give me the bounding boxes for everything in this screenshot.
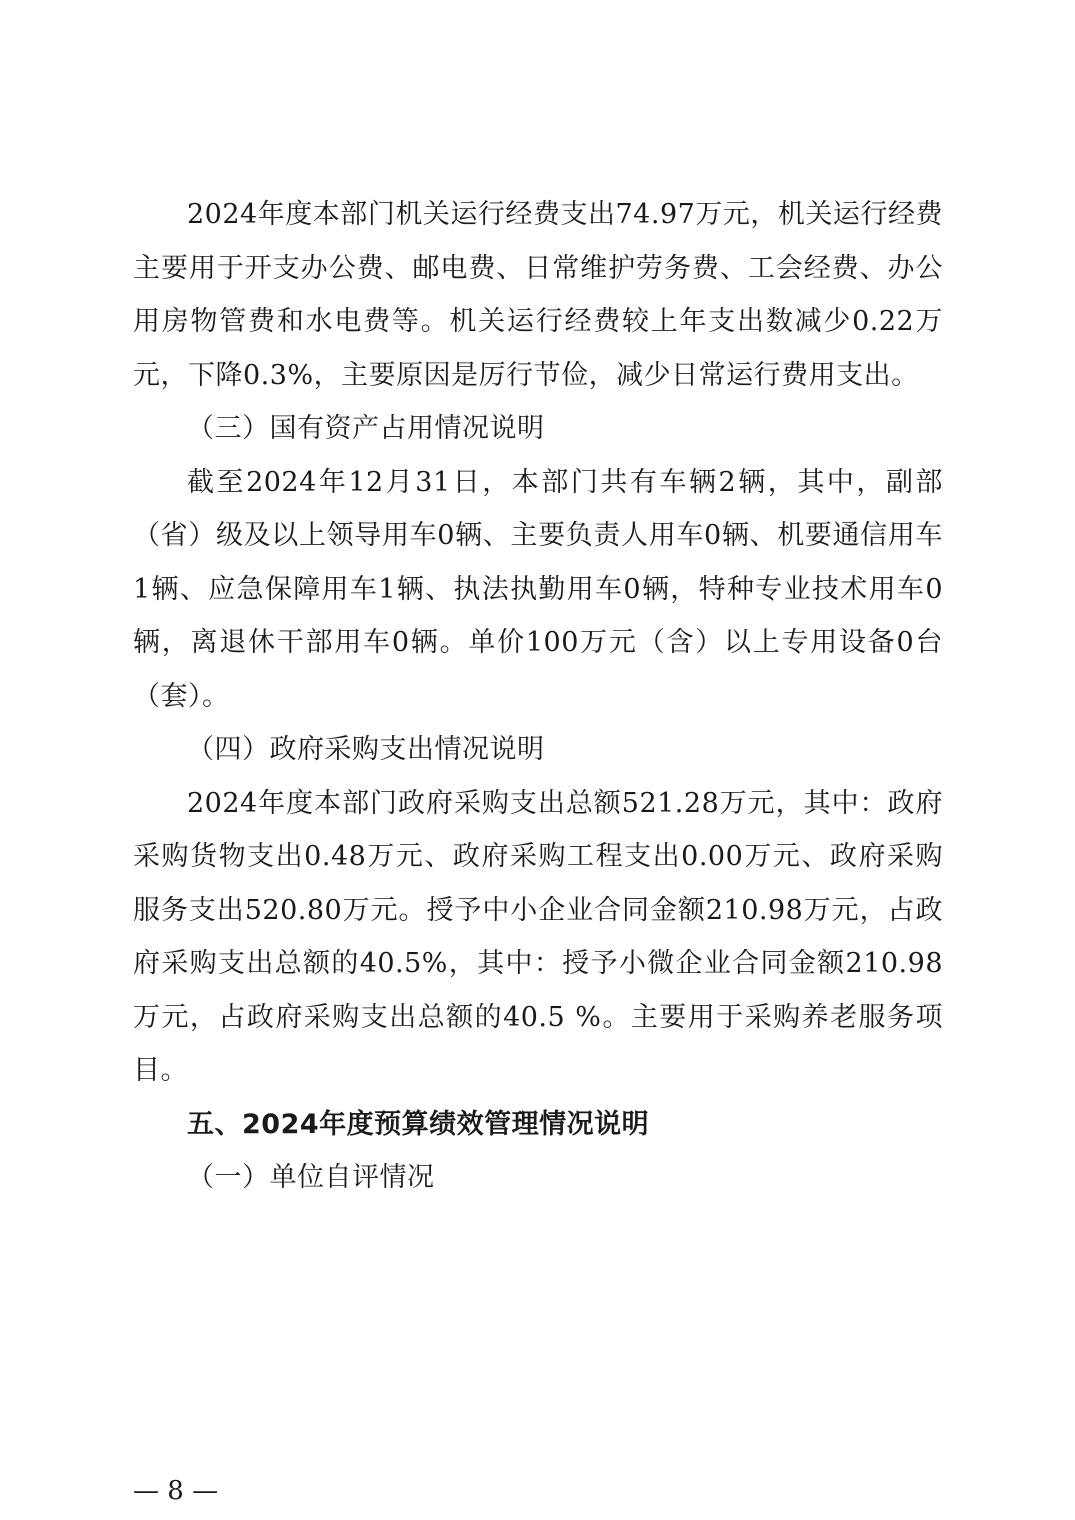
paragraph-government-procurement: 2024年度本部门政府采购支出总额521.28万元，其中：政府采购货物支出0.48万元、政府采购工程支出0.00万元、政府采购服务支出520.80万元。授予中小企业合同金额210.98万元，占政府采购支出总额的40.5%，其中：授予小微企业合同金额210.98万元，占政府采购支出总额的40.5 %。主要用于采购养老服务项目。 <box>133 787 943 1086</box>
heading-government-procurement: （四）政府采购支出情况说明 <box>187 734 545 765</box>
document-body <box>133 188 943 1205</box>
paragraph-admin-expenses: 2024年度本部门机关运行经费支出74.97万元，机关运行经费主要用于开支办公费、邮电费、日常维护劳务费、工会经费、办公用房物管费和水电费等。机关运行经费较上年支出数减少0.22万元，下降0.3%，主要原因是厉行节俭，减少日常运行费用支出。 <box>133 199 943 391</box>
heading-self-evaluation: （一）单位自评情况 <box>187 1162 435 1193</box>
heading-performance-management: 五、2024年度预算绩效管理情况说明 <box>187 1108 650 1140</box>
heading-state-assets: （三）国有资产占用情况说明 <box>187 413 545 444</box>
page-number: — 8 — <box>133 1476 219 1506</box>
paragraph-state-assets: 截至2024年12月31日，本部门共有车辆2辆，其中，副部（省）级及以上领导用车0辆、主要负责人用车0辆、机要通信用车1辆、应急保障用车1辆、执法执勤用车0辆，特种专业技术用车0辆，离退休干部用车0辆。单价100万元（含）以上专用设备0台（套）。 <box>133 466 943 712</box>
